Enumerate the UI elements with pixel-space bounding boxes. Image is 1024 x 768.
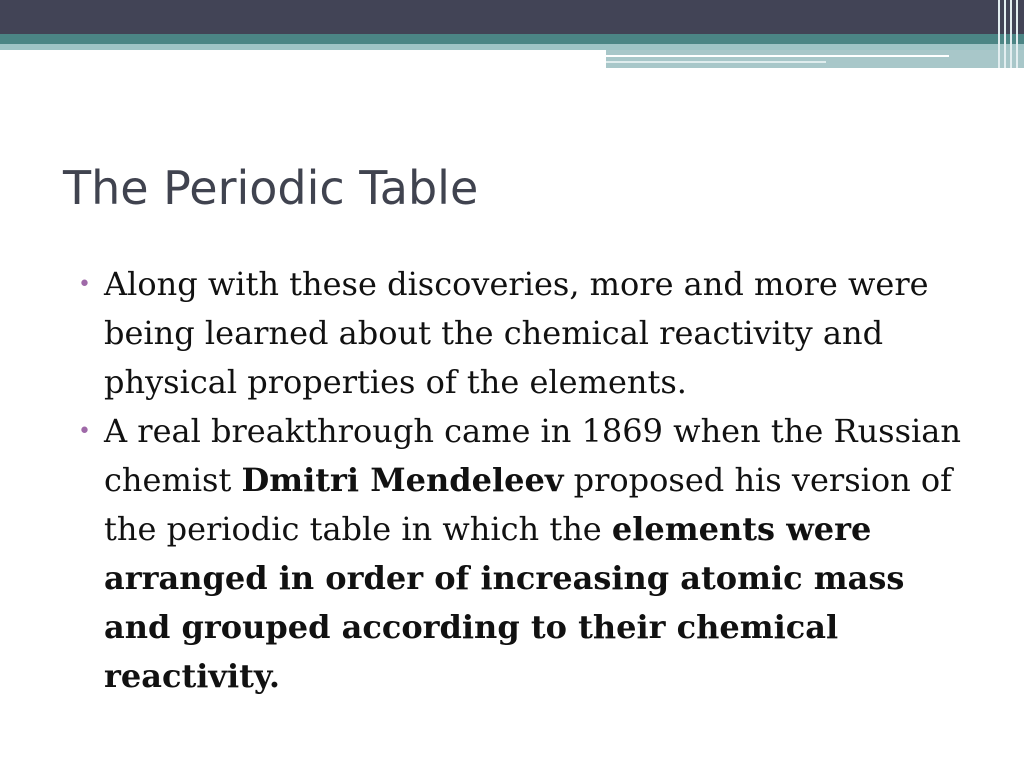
bullet-item xyxy=(76,407,976,701)
bullet-text: Along with these discoveries, more and more were being learned about the chemical reactivity and physical properties of the elements. xyxy=(104,265,929,401)
bullet-emphasis-statement: elements were arranged in order of increasing atomic mass and grouped according to their chemical reactivity. xyxy=(104,510,905,695)
bullet-text: proposed his version of the periodic table in which the xyxy=(104,461,952,548)
header-stripe xyxy=(1010,0,1012,68)
bullet-dot-icon: • xyxy=(78,419,91,444)
bullet-item xyxy=(76,260,976,407)
header-bar-dark xyxy=(0,0,1024,34)
header-accent-line xyxy=(606,55,949,57)
header-stripe xyxy=(1004,0,1006,68)
bullet-text: A real breakthrough came in 1869 when the Russian chemist xyxy=(104,412,961,499)
header-accent-line xyxy=(606,61,826,63)
header-bar-teal xyxy=(0,34,1024,44)
header-stripe xyxy=(998,0,1000,68)
bullet-emphasis-name: Dmitri Mendeleev xyxy=(241,461,564,499)
slide-title: The Periodic Table xyxy=(63,161,479,215)
header-stripe xyxy=(1016,0,1018,68)
bullet-dot-icon: • xyxy=(78,272,91,297)
header-stripes xyxy=(996,0,1024,68)
header-accent-block xyxy=(606,50,1024,68)
bullet-list xyxy=(76,260,976,701)
